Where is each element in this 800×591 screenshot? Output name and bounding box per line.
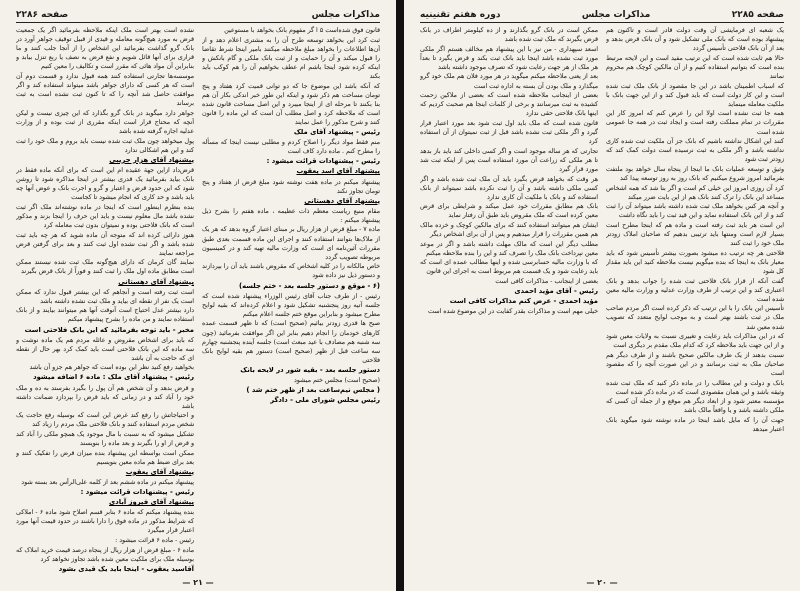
paragraph: یک شعبه ای فرمایشی آن وقت دولت قادر است و تاکنون هم پیشنهاد بوده است که بانک ملی تشکیل شود و آن بانک قرض بدهد و بعد از آن بانک فلاحتی تأسیس گردد	[606, 27, 784, 53]
paragraph: بانک هم مطابق مقررات خود عمل میکند و شرایطی برای قرض معین کرده است که ملک مقروض باید طبق آن رفتار نماید	[420, 203, 598, 220]
paragraph: جهت آن را که مایل باشد اینجا در ماده نوشته شود میگوید بانک اعتبار میدهد	[606, 416, 784, 434]
proposal-heading: پیشنهاد آقای دهستانی	[304, 196, 380, 205]
right-page-header	[420, 8, 784, 23]
left-page	[2, 0, 394, 591]
paragraph: موسسه‌ها تجارتی استفاده کنند همه قبول ندارد و قسمت دوم آن است که هر کسی که دارای جواهر باشد میتواند استفاده کند و اگر موافقت حاصل شد آنچه را که تا کنون ثبت نشده است به ثبت برساند	[16, 72, 194, 108]
left-page-columns	[16, 26, 380, 574]
paragraph: ماده ۶ - مبلغ قرض از هزار ریال از پنجاه درصد قیمت خرید املاک که بوسیله ملک برای ملکیت معین شده باشد تجاوز نخواهد کرد	[16, 546, 194, 563]
right-page-title: مذاکرات مجلس	[581, 10, 651, 20]
paragraph: ماده ۷ - مبلغ قرض از هزار ریال بر مبنای اعتبار گروه بدهد که هر یک از ملاک‌ها بتوانند استفاده کنند و اجرای این ماده قسمت بعدی طبق مقررات آئین‌نامه ای است که وزارت مالیه تهیه کند و در کمیسیون مربوطه تصویب گردد	[202, 226, 380, 261]
section-heading: رئیس - آقای مؤید احمدی	[514, 287, 598, 296]
right-page-number-label: صفحه ۲۲۸۵	[731, 10, 784, 20]
left-page-header	[16, 8, 380, 23]
paragraph: خاص مالکانه را در کلیه اشخاص که مقروض باشند باید آن را بپردازند و دستور ذیل نیز داده شود	[202, 263, 380, 280]
paragraph: این است هر باید ثبت رفته است و ماده هم که اینجا مطرح است بسیار لازم است ومنتها باید ترتیبی بدهیم که صاحبان املاک زودتر ملک خود را ثبت کنند	[606, 221, 784, 248]
right-page-footer: — ۲۰ —	[586, 578, 618, 587]
page-gutter	[396, 0, 404, 591]
paragraph: بنده پیشنهاد میکنم که ماده ۶ بنابر قسم اصلاح شود ماده ۶ - املاکی که شرایط مذکور در ماده فوق را دارا باشند در حدود قیمت آنها مورد اعتبار قرار میگیرد	[16, 509, 194, 535]
paragraph: و قرض بدهد و آن شخص هم آن پول را بگیرد بفرستد به ده و ملک خود را آباد کند و در زمانی که باید قرض را بپردازد ضمانت داشته باشد	[16, 384, 194, 410]
paragraph: جواهر دارد میگوید در بانک گرو بگذارد که این چیزی نیست و لیکن آنچه که محتاج قرار است اینکه مقرری از ثبت بوده و از وزارت عدلیه اجازه گرفته شده باشد	[16, 109, 194, 136]
paragraph: که در این مذاکرات باید رعایت و تغییری نسبت به ولایات معین شود و از این جهت باید ملاحظه کرد که کدام ملک مقدم بر دیگری است	[606, 333, 784, 350]
section-heading: رئیس - پیشنهادات قرائت میشود :	[266, 157, 380, 166]
paragraph: که آنکه باشد این موضوع جا که دو توانی قمیت کرد هفتاد و پنج تومان مساحت هم ذکر شود و اینکه این طور خبر اندکی بکار آن هم بنا بکنند تا مرحله ای از اینجا میبرد و این اصل مساحت قانون شده است که ملاحظه کرد و اصل مطلب آن است که این ماده را قانون کنند و شرح مذکور را عمل نمایند	[202, 82, 380, 126]
paragraph: که اسباب اطمینان باشد در این جا مقصود از بانک ملک ثبت شده است و این کار دولت است که باید قبول کند و از این جهت بانک با ملکیت معامله مینماید	[606, 82, 784, 108]
paragraph: قرض‌داد ازاین جهة عقیده ام این است که برای آنکه ماده فقط در بانک بیاید بفرمائید یک قدری بیشتر در اینجا مذاکره شود تا روشن شود که این حدود قرض و اعتبار و گرو و اجرت بانک و عوض آنها چه باید باشد و حد کاری که انجام میشود تا کجاست	[16, 166, 194, 202]
paragraph: که با وزارت مالیه حسابرسی شده و اینها مطالب عمده ای است که باید رعایت شود و یک قسمت هم مربوط است به اجرای این قانون	[420, 259, 598, 276]
paragraph: تجارتی که هر ساله موجود است و اگر کسی داخلی کند باید باز بدهد تا هر ملکی که زراعت آن مورد استفاده است پس از اینکه ثبت شد مورد قرار گیرد	[420, 147, 598, 173]
paragraph: همه جا ثبت نشده است اولا این را عرض کنم که امروز کار این مقررات در تمام مملکت رفته است و ایجاد ثبت در همه جا عمومی شده است	[606, 110, 784, 136]
right-page-column-1	[606, 26, 784, 574]
paragraph: دارد بیشتر عدل احتیاج است آنوقت آنها هم میتوانند بیایند و از بانک استفاده نمایند و من ماده را بشرح پیشنهاد میکنم	[16, 307, 194, 324]
paragraph: حالا هم ثابت شده است که این ترتیب مفید است و این لایحه مرتبط بنده است که بتوانیم استفاده کنیم و از آن مالکین کوچک هم محروم نمانند	[606, 54, 784, 80]
paragraph: مطلب دیگر این است که مالک مهلت داشته باشد و اگر در موعد معین نپرداخت بانک ملک را تصرف کند و این را بنده ملاحظه میکنم	[420, 240, 598, 257]
section-heading: رئیس - پیشنهادات قرائت میشود :	[80, 488, 194, 497]
paragraph: کرد آن روزی امروز این خیلی کم است و اگر بنا شد که همه اشخاص مساعد این بانک را ترک کنند بانک هم از این بایت ضرر میکند	[606, 184, 784, 201]
paragraph: ایشان هم میتوانند استفاده کنند که برای مالکین کوچک و خرده مالک هم همین مقررات را قرار میدهیم و پس از آن برای اشخاص دیگر	[420, 221, 598, 239]
paragraph: قانون فوق شده‌است ۵ ا گر مفهوم بانک بخواهد با مستوعین	[224, 27, 380, 34]
paragraph: که باید برای اشخاص مقروض و عائله مردم هم یک ماده نوشت و سه ماده که این بانک فلاحتی است باید کمک کرد بهر حال از نقطه ای که حاجت به آن باشد	[16, 336, 194, 362]
right-page-column-2	[420, 26, 598, 574]
proposal-heading: پیشنهاد آقای یعقوب	[125, 467, 194, 476]
left-page-number-label: صفحه ۲۲۸۶	[16, 10, 69, 20]
paragraph: بنده بنظرم اینطور است که اینجا در ماده نوشته‌اند ملک اگر ثبت نشده باشد مال معلوم نیست و باید این حرف را اینجا بزند و مذکور است که بانک فلاحتی بوده و نمیتوان بدون ثبت معامله کرد	[16, 203, 194, 229]
paragraph: بعد از یعنی ملاحظه میکنم میگوید در هر مورد فلان هم ملک خود گرو میگذارد و ملک بودن آن بسته به اداره ثبت است	[420, 73, 598, 90]
paragraph: تأسیس این بانک را با این ترتیب که ذکر کرده است اگر مردم صاحب ملک در ثبت باشند بهتر است و به موجب لوایح متعدد که تصویب شده معین شد	[606, 305, 784, 331]
left-page-title: مذاکرات مجلس	[311, 10, 380, 20]
paragraph: بعضی از اینجانب ملاحظه شده است که بعضی از ملاکین زحمت کشیده به ثبت میرسانند و برخی از کلمات اینجا هم صحبت کردیم که اینها بانک فلاحتی حقی ندارد	[420, 92, 598, 118]
section-heading: دستور جلسه بعد - بقیه شور در لایحه بانک	[240, 365, 380, 374]
paragraph: تشکیل میشود که به نسبت با مال موجود یک همچو ملکی را آباد کند و قرض از او را بگیرند و بعد ماده را بنویسند	[16, 431, 194, 448]
left-page-footer: — ۲۱ —	[182, 578, 214, 587]
left-page-folio: ۲۱	[193, 578, 203, 587]
right-page-folio: ۲۰	[597, 578, 607, 587]
paragraph: نمایند گان کرمان که دارای هیچ‌گونه ملک ثبت شده نیستند ممکن است مطابق ماده اول ملک را ثبت کنند و فوراً از بانک قرض بگیرند	[16, 259, 194, 276]
paragraph: مقام منیع ریاست معظم ذات عظیمه ، ماده هفتم را بشرح ذیل پیشنهاد میکنم :	[202, 207, 380, 224]
right-page-session: دوره هفتم تقنینیه	[420, 10, 501, 20]
paragraph: هنوز دارائی کرده اند که متوجه آن ماده شوید که هر چه باید ثبت شده باشد و اگر ثبت نشده اول ثبت کنند و بعد برای گرفتن قرض مراجعه نمایند	[16, 231, 194, 257]
section-heading: آقاسید یعقوب - اینجا باید یک قیدی بشود	[58, 564, 194, 573]
section-heading: ( مجلس نیم‌ساعت بعد از ظهر ختم شد )	[246, 386, 380, 395]
paragraph: ممکن است بواسطه این پیشنهاد بنده میزان قرض را تفکیک کنند و بعد برای ضبط هم ماده معین بنویسیم	[16, 449, 194, 466]
paragraph: رئیس - ماده ۶ قرائت میشود :	[115, 537, 194, 545]
paragraph: ثبت کرد این بخواهد توسعه طرح آن را به مشتری اعلام دهد و از آن‌ها اطلاعات را بخواهد مبلغ ملاحظه میکنند بامیر اینجا شرط تقاضا را قبول میکند و آن را حمایت و از ثبت بانک ملکی و گام بانکش و اینکه کرده شود اینجا باشم ام عطف بخواهیم آن را هم کوکب باید بکند	[202, 36, 380, 80]
paragraph: بعضی از اینجانب - مذاکرات کافی است	[495, 278, 598, 286]
section-heading: مخبر - باید توجه بفرمائید که این بانک فلاحتی است	[24, 325, 194, 334]
paragraph: پیشنهاد میکنم در ماده هفت نوشته شود مبلغ قرض از هفتاد و پنج تومان تجاوز نکند	[202, 178, 380, 195]
section-heading: رئیس - پیشنهاد آقای ملک : ماده ۶ اضافه میشود	[33, 373, 194, 382]
paragraph: بانک و دولت و این مطالب را در ماده ذکر کنید که ملک ثبت شده وثیقه باشد و این همان مقصودی است که در ماده ذکر شده است	[606, 379, 784, 396]
paragraph: هر وقت که بخواهد قرض بگیرد باید آن ملک ثبت شده باشد و اگر کسی ملکی داشته باشد و آن را ثبت نکرده باشد نمیتواند از بانک استفاده کند و بانک با ملکیت آن کاری ندارد	[420, 175, 598, 201]
paragraph: منم فقط مواد دیگر را اصلاح کردم و مطلبی نیست اینجا که مسأله را مطرح کنم . ماده دارد کاف است	[202, 139, 380, 156]
paragraph: است ثبت رفته است و آنجاهم که این بیشتر قبول ندارد که ممکن است یک نفر از نقطه ای بیاید و ملک ثبت نشده داشته باشد	[16, 288, 194, 305]
proposal-heading: پیشنهاد آقای اسد یعقوب	[296, 167, 380, 176]
proposal-heading: پیشنهاد آقای هزار جریبی	[109, 155, 194, 164]
paragraph: وثیق و توسعه عملیات بانک ما اینجا از پنجاه سال خواهد بود ملتفت بفرمائید امروز شروع میکنیم که بانک روز به روز توسعه پیدا کند	[606, 165, 784, 182]
section-heading: مؤید احمدی - عرض کنم مذاکرات کافی است	[449, 297, 598, 306]
section-heading: رئیس - پیشنهاد آقای ملک	[293, 128, 380, 137]
paragraph: فلاحتی هر چه ترتیب ده میشود بصورت بیشتر تأسیس شود که باید معیار بانک به اینجا که بنده میگویم نیست ملاحظه کنید این باید مقدار کل شود	[606, 249, 784, 275]
left-page-column-2	[16, 26, 194, 574]
paragraph: بخواهید رفع کنید نظر این بوده است که جواهر هم جزو آن باشد	[29, 364, 194, 372]
paragraph: و احتیاجاتش را رفع کند غرض این است که بوسیله رفع حاجت یک شخص مردم استفاده کنند و بانک فلاحتی ملک مردم را زیاد کند	[16, 412, 194, 429]
section-heading: (۶ - موقع و دستور جلسه بعد - ختم جلسه)	[239, 281, 380, 290]
paragraph: (صحیح است) مجلس ختم میشود	[294, 376, 380, 384]
paragraph: قانون شده است که ملک باید اول ثبت شود بعد مورد اعتبار قرار گیرد و اگر ملکی ثبت نشده باشد قبل از ثبت نمیتوان از آن استفاده کرد	[420, 119, 598, 146]
paragraph: نسبت بدهند از یک طرف مالکین صحیح باشند و از طرف دیگر هم صاحبان ملک به ثبت برسانند و در این صورت آنچه را که مقصود است	[606, 351, 784, 377]
paragraph: صبح ها قدری زودتر بیائیم (صحیح است) که تا ظهر قسمت عمده کارهای خودمان را انجام دهیم بنابر این اگر موافقت بفرمائید (چون سه شنبه هم مصادف با عید مبعث است) جلسه آینده پنجشنبه چهارم سه ساعت قبل از ظهر (صحیح است) دستور هم بقیه لوایح بانک فلاحتی	[202, 320, 380, 364]
proposal-heading: پیشنهاد آقای دهستانی	[118, 277, 194, 286]
right-page	[406, 0, 798, 591]
paragraph: مؤسسه معتبر شود و از ابعاد دیگر هم موقع و از جمله آن کسی که ملکی داشته باشد و یا واقعاً مالک باشد	[606, 398, 784, 415]
paragraph: خیلی مهم است و مذاکرات بقدر کفایت در این موضوع شده است	[428, 308, 598, 316]
paragraph: اسعد سپهداری - من نیز با این پیشنهاد هم مخالف هستم اگر ملکی مورد ثبت نشده باشد اینجا باید بانک ثبت بکند و قرض بگیرد تا بعداً هر ملک از هر جهت رعایت شود که تصرف موجود داشته باشد	[420, 45, 598, 71]
paragraph: و آنچه هر کس بخواهد ملک ثبت شده داشته باشد میتواند آن را ثبت کند و از این بانک استفاده نماید و این قید ثبت را باید نگاه داشت	[606, 203, 784, 220]
left-page-column-1	[202, 26, 380, 574]
paragraph: ممکن است در بانک گرو بگذارند و از ده کیلومتر اطراف در بانک قرض بگیرند که ملک ثبت شده باشد	[420, 27, 598, 44]
paragraph: کنند این اشکال نداشته باشیم که بانک جز آن ملکیت ثبت شده کاری نداشته باشد و اگر ملکی به ثبت نرسیده است دولت کمک کند که زودتر ثبت شود	[606, 138, 784, 164]
paragraph: پیشنهاد میکنم در ماده ششم بعد از کلمه علی‌الرأس بعد بسته شود	[21, 479, 194, 486]
paragraph: نشده است بهتر است ملک اینکه ملاحظه بفرمائید اگر یک جمعیت قرض به مورد هیچ‌گونه معامله و قیدی از قبیل توقیف جواهر آورد در بانک گرو گذاشت بفرمائید این اشخاص را از آنجا جلب کنند و ما قراری برای آنها قائل شویم و نفع قرض به نصف یا ربع تنزل بیابد و بنابراین آن مواد هائی که مقرر است و تکالیف را معین کنیم	[16, 27, 194, 71]
proposal-heading: پیشنهاد آقای فیروز آبادی	[109, 498, 194, 507]
section-heading: رئیس مجلس شورای ملی - دادگر	[270, 396, 380, 405]
paragraph: پول میخواهد چون ملک ثبت شده نیست باید بروم و ملک خود را ثبت کند و این هم اشکالی ندارد	[16, 137, 194, 154]
right-page-columns	[420, 26, 784, 574]
paragraph: گفت آنکه از قرار بانک فلاحتی ثبت شده را جواب بدهد و بانک اعتباری کند و این ترتیب از طرف وزارت عدلیه و وزارت مالیه معین شده است	[606, 277, 784, 303]
paragraph: رئیس - از طرف جناب آقای رئیس الوزراء پیشنهاد شده است که جلسه آتیه روز پنجشنبه تشکیل شود و اعلام کرده‌اند که بقیه لوایح مطرح میشود و بنابراین موقع ختم جلسه اعلام میکنم	[202, 292, 380, 318]
